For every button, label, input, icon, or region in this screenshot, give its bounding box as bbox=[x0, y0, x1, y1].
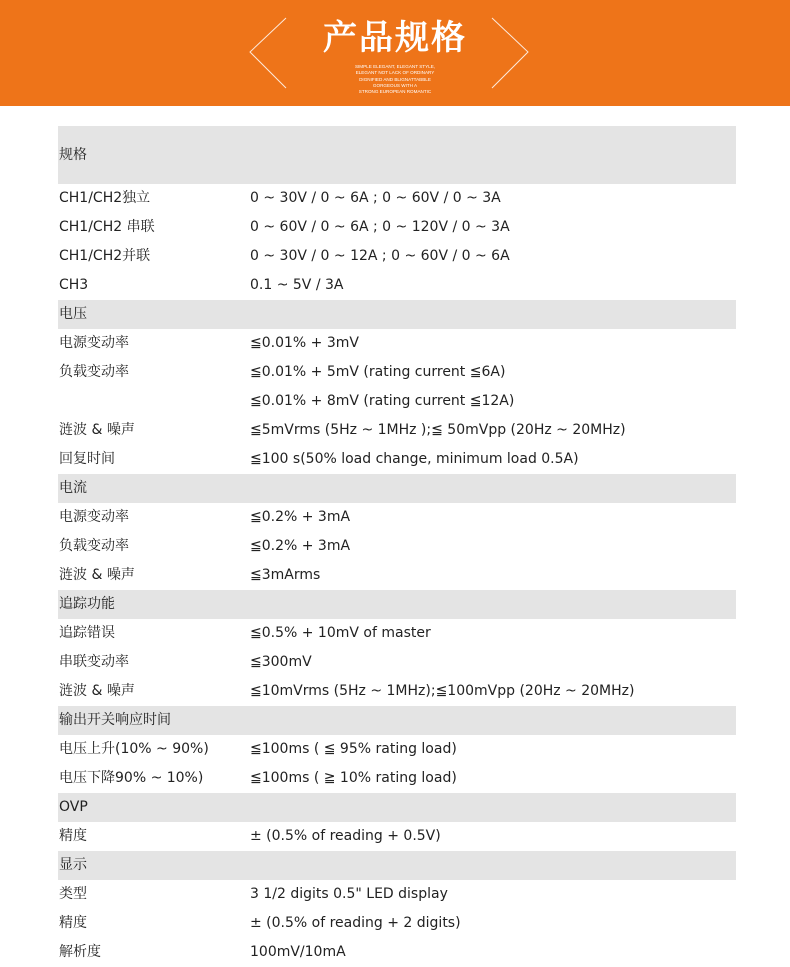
spec-row bbox=[58, 358, 736, 387]
spec-label: 电压下降90% ~ 10%) bbox=[59, 770, 204, 786]
spec-value: 0 ~ 30V / 0 ~ 12A ; 0 ~ 60V / 0 ~ 6A bbox=[250, 248, 510, 264]
spec-value: ≦10mVrms (5Hz ~ 1MHz);≦100mVpp (20Hz ~ 20MHz) bbox=[250, 683, 635, 699]
spec-label: CH1/CH2 串联 bbox=[59, 219, 155, 235]
spec-section-title: OVP bbox=[59, 799, 88, 815]
spec-value: ≦100ms ( ≦ 95% rating load) bbox=[250, 741, 457, 757]
banner-title: 产品规格 bbox=[323, 18, 467, 58]
spec-row bbox=[58, 880, 736, 909]
spec-section-row bbox=[58, 851, 736, 880]
spec-row bbox=[58, 242, 736, 271]
spec-section-row bbox=[58, 474, 736, 503]
spec-row bbox=[58, 445, 736, 474]
spec-label: 追踪错误 bbox=[59, 625, 115, 641]
banner-subtitle-line: SIMPLE ELEGANT, ELEGANT STYLE, bbox=[354, 64, 436, 69]
spec-section-title: 电压 bbox=[59, 306, 87, 322]
spec-row bbox=[58, 619, 736, 648]
banner-subtitle-line: STRONG EUROPEAN ROMANTIC bbox=[358, 89, 432, 95]
spec-section-row bbox=[58, 706, 736, 735]
spec-section-row bbox=[58, 590, 736, 619]
spec-value: ± (0.5% of reading + 2 digits) bbox=[250, 915, 461, 931]
spec-label: CH1/CH2独立 bbox=[59, 190, 151, 206]
spec-row bbox=[58, 329, 736, 358]
spec-label: 电源变动率 bbox=[59, 335, 129, 351]
spec-label: CH3 bbox=[59, 277, 89, 293]
spec-row bbox=[58, 938, 736, 967]
spec-row bbox=[58, 416, 736, 445]
spec-section-row bbox=[58, 793, 736, 822]
spec-value: ≦300mV bbox=[250, 654, 312, 670]
spec-label: 精度 bbox=[59, 915, 87, 931]
spec-value: ≦0.5% + 10mV of master bbox=[250, 625, 431, 641]
spec-table-header bbox=[58, 126, 736, 184]
spec-label: 负载变动率 bbox=[59, 364, 129, 380]
spec-value: ≦100 s(50% load change, minimum load 0.5A) bbox=[250, 451, 579, 467]
spec-banner bbox=[0, 0, 790, 106]
spec-section-row bbox=[58, 300, 736, 329]
spec-row bbox=[58, 909, 736, 938]
spec-section-title: 输出开关响应时间 bbox=[59, 712, 171, 728]
spec-row bbox=[58, 532, 736, 561]
spec-label: 电压上升(10% ~ 90%) bbox=[59, 741, 209, 757]
spec-value: ≦0.2% + 3mA bbox=[250, 538, 351, 554]
spec-value: ≦5mVrms (5Hz ~ 1MHz );≦ 50mVpp (20Hz ~ 20MHz) bbox=[250, 422, 626, 438]
spec-row bbox=[58, 184, 736, 213]
spec-row bbox=[58, 648, 736, 677]
spec-value: 0 ~ 30V / 0 ~ 6A ; 0 ~ 60V / 0 ~ 3A bbox=[250, 190, 501, 206]
spec-row bbox=[58, 677, 736, 706]
spec-label: 负载变动率 bbox=[59, 538, 129, 554]
spec-label: 涟波 & 噪声 bbox=[59, 422, 135, 438]
banner-subtitle-line: ELEGANT NOT LACK OF ORDINARY bbox=[355, 70, 435, 76]
spec-label: 电源变动率 bbox=[59, 509, 129, 525]
spec-label: 回复时间 bbox=[59, 451, 115, 467]
spec-label: 精度 bbox=[59, 828, 87, 844]
spec-value: ≦100ms ( ≧ 10% rating load) bbox=[250, 770, 457, 786]
spec-value: 0 ~ 60V / 0 ~ 6A ; 0 ~ 120V / 0 ~ 3A bbox=[250, 219, 510, 235]
banner-subtitle-line: GORGEOUS WITH A bbox=[372, 82, 418, 88]
spec-label: 涟波 & 噪声 bbox=[59, 683, 135, 699]
spec-row bbox=[58, 387, 736, 416]
spec-value: ± (0.5% of reading + 0.5V) bbox=[250, 828, 441, 844]
spec-label: 解析度 bbox=[59, 944, 101, 960]
spec-section-title: 显示 bbox=[59, 857, 87, 873]
spec-value: 0.1 ~ 5V / 3A bbox=[250, 277, 344, 293]
spec-value: 3 1/2 digits 0.5" LED display bbox=[250, 886, 448, 902]
spec-label: 类型 bbox=[59, 886, 87, 902]
spec-value: 100mV/10mA bbox=[250, 944, 346, 960]
spec-label: CH1/CH2并联 bbox=[59, 248, 151, 264]
banner-subtitle-line: DIGNIFIED AND BLIGNATTABBLE bbox=[359, 76, 431, 82]
spec-value: ≦0.01% + 5mV (rating current ≦6A) bbox=[250, 364, 506, 380]
spec-row bbox=[58, 503, 736, 532]
spec-table bbox=[58, 126, 736, 967]
spec-row bbox=[58, 561, 736, 590]
spec-section-title: 追踪功能 bbox=[59, 596, 115, 612]
banner-subtitle bbox=[0, 64, 790, 95]
spec-value: ≦0.2% + 3mA bbox=[250, 509, 351, 525]
spec-section-title: 电流 bbox=[59, 480, 87, 496]
spec-label: 涟波 & 噪声 bbox=[59, 567, 135, 583]
spec-value: ≦0.01% + 8mV (rating current ≦12A) bbox=[250, 393, 515, 409]
spec-table-header-label: 规格 bbox=[59, 147, 87, 163]
spec-row bbox=[58, 822, 736, 851]
spec-label: 串联变动率 bbox=[59, 654, 129, 670]
spec-row bbox=[58, 735, 736, 764]
spec-row bbox=[58, 213, 736, 242]
spec-row bbox=[58, 764, 736, 793]
spec-row bbox=[58, 271, 736, 300]
spec-value: ≦0.01% + 3mV bbox=[250, 335, 359, 351]
spec-value: ≦3mArms bbox=[250, 567, 321, 583]
